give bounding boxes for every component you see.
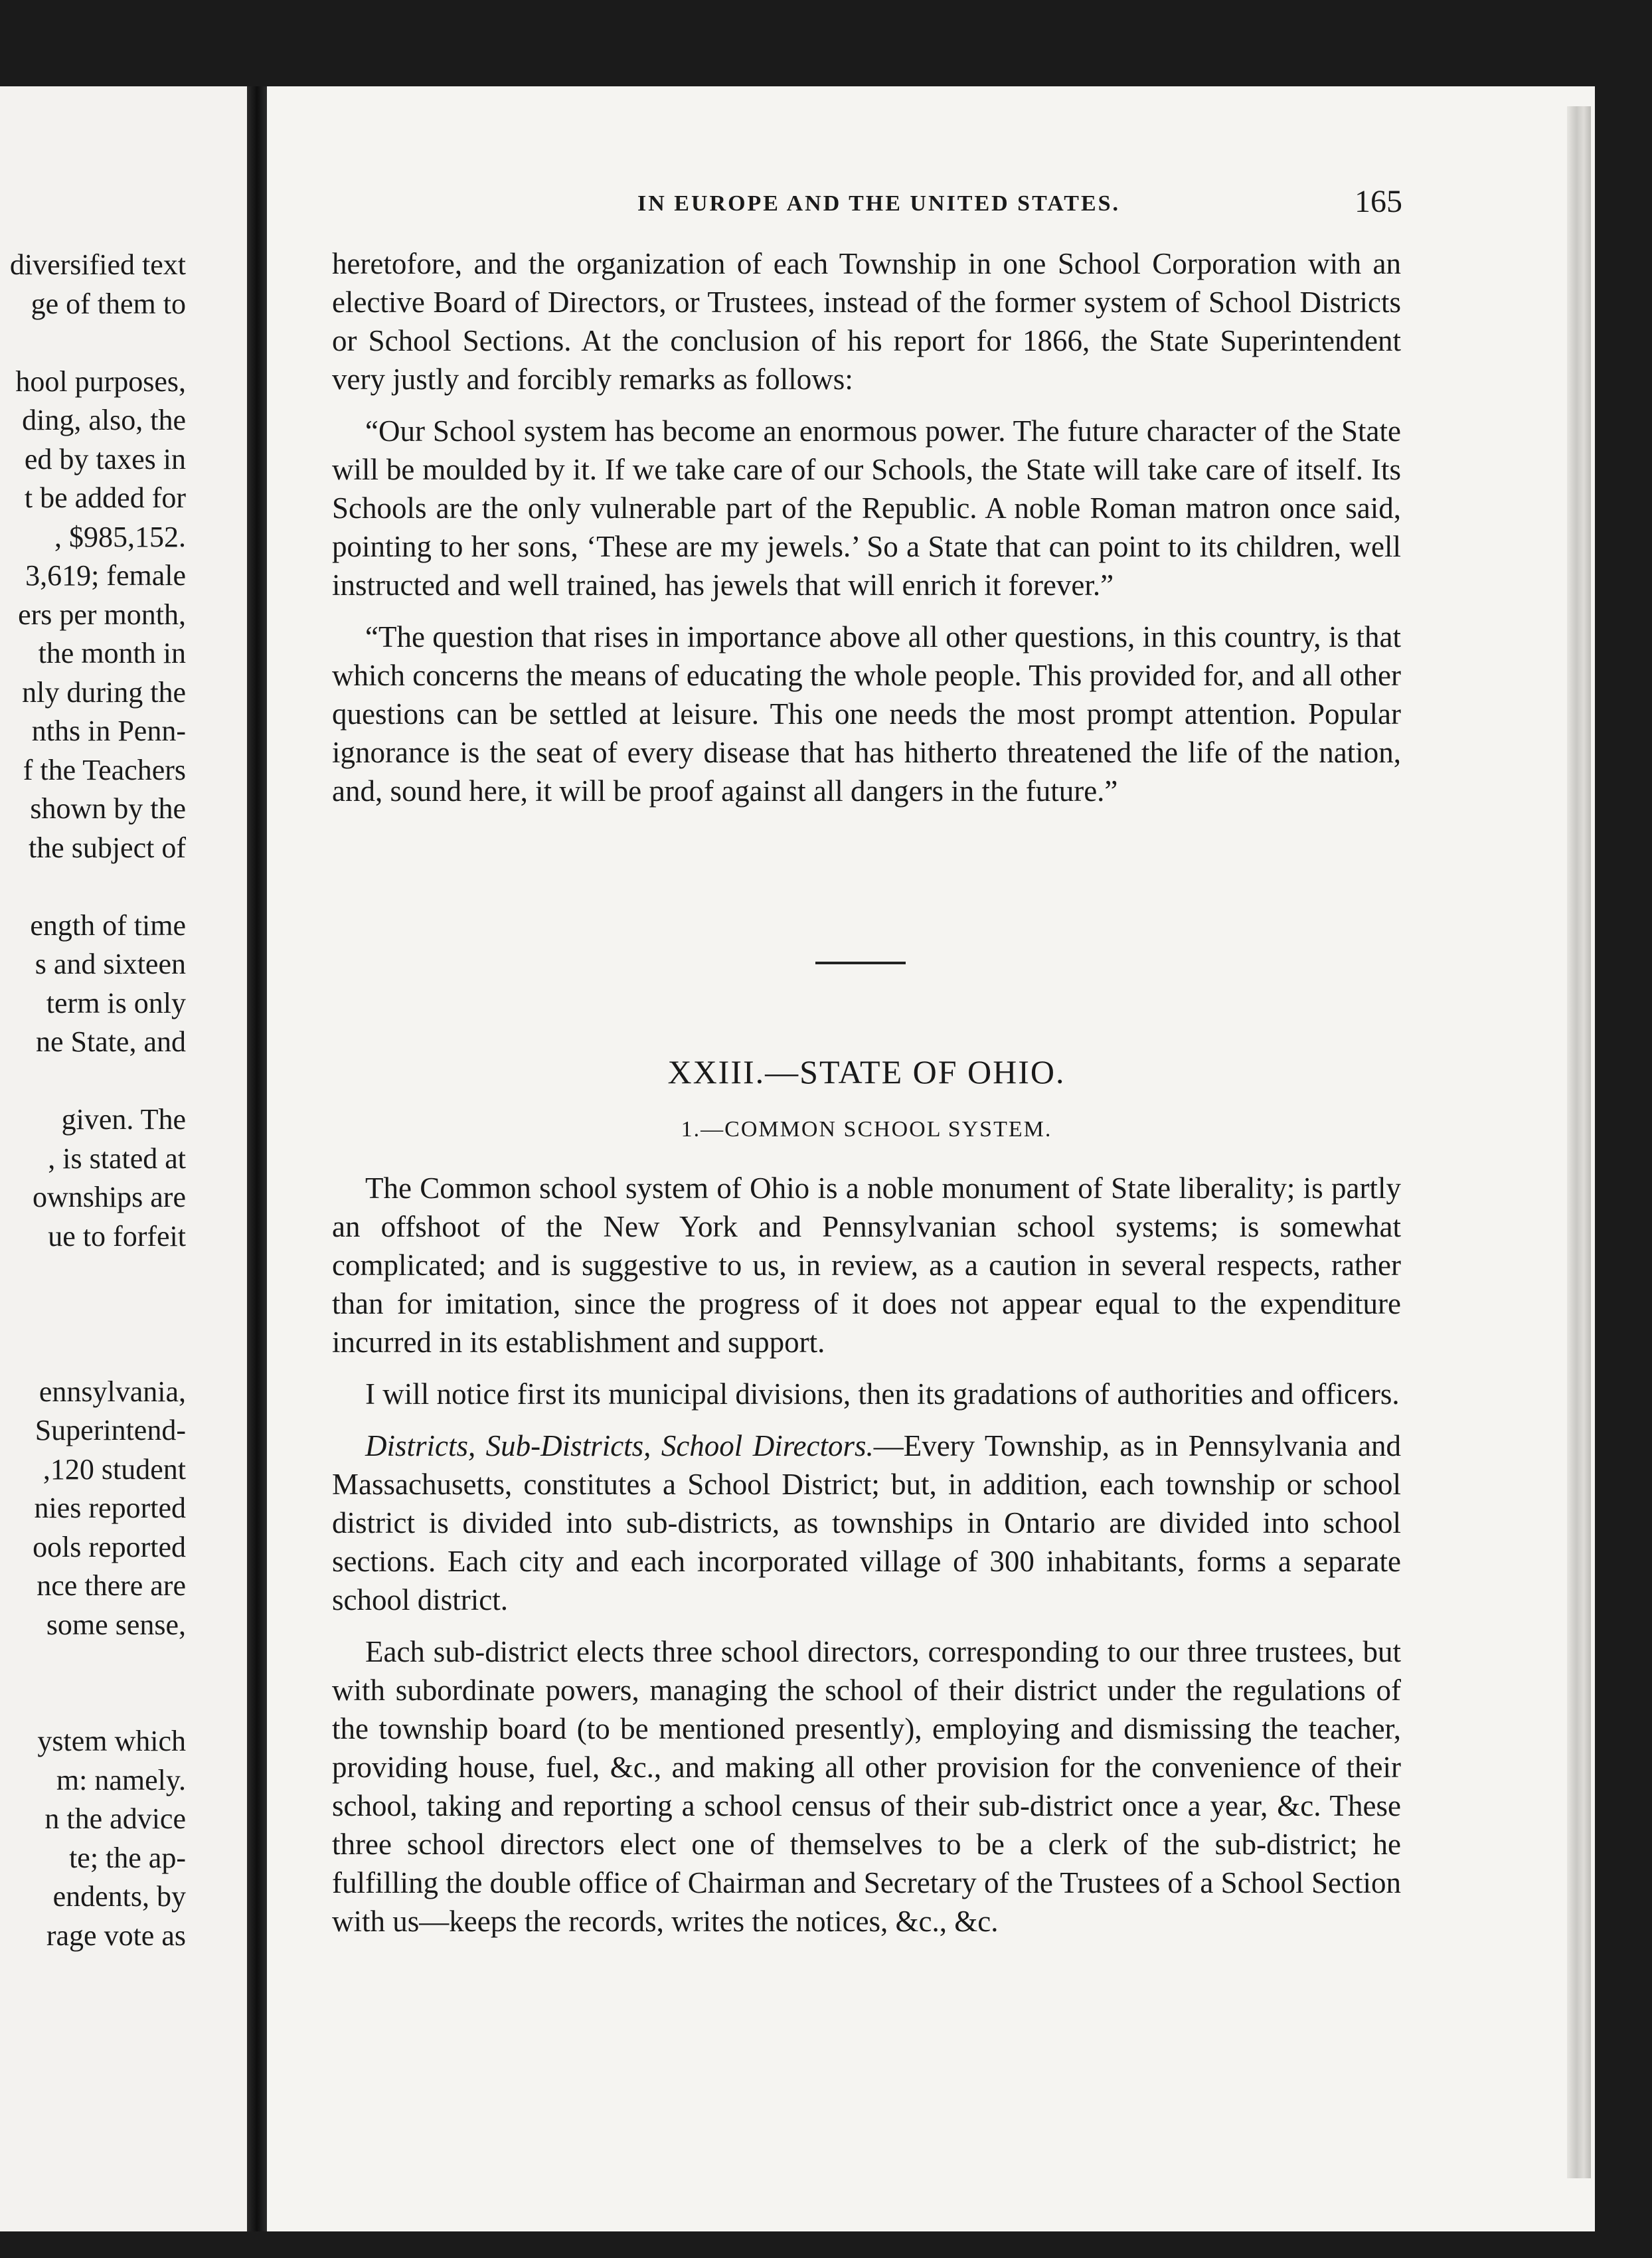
page-number: 165 (1355, 184, 1402, 219)
paragraph-text: —Every Township, as in Pennsylvania and Massachusetts, constitutes a School District; but, in addition, each township or school district is divided into sub-districts, as townships in Ontario are divided into school sections. Each city and each incorporated village of 300 inhabitants, forms a separate school district. (332, 1429, 1402, 1616)
left-page-line: term is only (46, 986, 186, 1019)
left-page-line: n the advice (44, 1802, 186, 1835)
left-page-line: ength of time (30, 909, 186, 942)
left-page-line: , $985,152. (54, 520, 186, 553)
chapter-title: XXIII.—STATE OF OHIO. (667, 1053, 1066, 1090)
left-page-line: 3,619; female (25, 559, 186, 592)
left-page-line: te; the ap- (69, 1841, 186, 1874)
left-page-line: m: namely. (56, 1763, 186, 1796)
left-page-line: rage vote as (46, 1919, 186, 1952)
page-edge (1567, 106, 1591, 2178)
body-text (332, 1169, 1401, 1954)
left-page-line: ue to forfeit (48, 1219, 186, 1253)
left-page-line: the subject of (28, 831, 186, 864)
left-page-line: given. The (61, 1103, 186, 1136)
left-page-line: s and sixteen (35, 948, 186, 980)
left-page-line: ne State, and (35, 1025, 186, 1058)
left-page-line: hool purposes, (15, 365, 186, 398)
left-page-line: t be added for (24, 481, 186, 514)
left-page-line: diversified text (9, 248, 186, 281)
left-page-line: Superintend- (35, 1414, 186, 1446)
paragraph: heretofore, and the organization of each Township in one School Corporation with an elective Board of Directors, or Trustees, instead of the former system of School Districts or School Sections. At the conclusion of his report for 1866, the State Superintendent very justly and forcibly remarks as follows: (332, 247, 1401, 396)
left-page-line: nths in Penn- (31, 715, 186, 747)
left-page (0, 86, 260, 2231)
paragraph-heading: Districts, Sub-Districts, School Directors. (365, 1429, 874, 1462)
left-page-line: nies reported (34, 1492, 186, 1524)
paragraph: The Common school system of Ohio is a noble monument of State liberality; is partly an offshoot of the New York and Pennsylvanian school systems; is somewhat complicated; and is suggestive to us, in review, as a caution in several respects, rather than for imitation, since the progress of it does not appear equal to the expenditure incurred in its establishment and support. (332, 1172, 1401, 1359)
left-page-line: ding, also, the (22, 404, 186, 436)
section-title: 1.—COMMON SCHOOL SYSTEM. (681, 1117, 1052, 1142)
quote-paragraph: “The question that rises in importance above all other questions, in this country, is that which concerns the means of educating the whole people. This provided for, and all other questions can be settled at leisure. This one needs the most prompt attention. Popular ignorance is the seat of every disease that has hitherto threatened the life of the nation, and, sound here, it will be proof against all dangers in the future.” (332, 620, 1401, 808)
left-page-line: ,120 student (42, 1452, 186, 1486)
left-page-line: ed by taxes in (24, 442, 186, 476)
section-divider (815, 962, 906, 964)
left-page-line: endents, by (52, 1880, 186, 1913)
left-page-line: ownships are (33, 1181, 186, 1213)
left-page-line: ers per month, (18, 598, 186, 631)
left-page-line: nce there are (37, 1569, 186, 1602)
left-page-line: f the Teachers (23, 753, 186, 786)
left-page-line: ystem which (37, 1725, 186, 1757)
left-page-line: ge of them to (31, 287, 186, 320)
running-head: IN EUROPE AND THE UNITED STATES. (637, 191, 1121, 216)
paragraph: I will notice first its municipal divisions, then its gradations of authorities and officers. (365, 1377, 1400, 1411)
left-page-line: , is stated at (48, 1142, 186, 1175)
quote-paragraph: “Our School system has become an enormous power. The future character of the State will be moulded by it. If we take care of our Schools, the State will take care of itself. Its Schools are the only vulnerable part of the Republic. A noble Roman matron once said, pointing to her sons, ‘These are my jewels.’ So a State that can point to its children, well instructed and well trained, has jewels that will enrich it forever.” (332, 414, 1401, 602)
left-page-line: ennsylvania, (39, 1375, 186, 1408)
left-page-line: nly during the (22, 675, 186, 709)
left-page-line: ools reported (33, 1530, 186, 1563)
left-page-line: shown by the (30, 792, 186, 825)
book-gutter (247, 86, 267, 2231)
left-page-line: some sense, (46, 1608, 186, 1641)
paragraph (332, 1427, 1401, 1619)
paragraph: Each sub-district elects three school directors, corresponding to our three trustees, but with subordinate powers, managing the school of their district under the regulations of the township board (to be mentioned presently), employing and dismissing the teacher, providing house, fuel, &c., and making all other provision for the convenience of their school, taking and reporting a school census of their sub-district once a year, &c. These three school directors elect one of themselves to be a clerk of the sub-district; he fulfilling the double office of Chairman and Secretary of the Trustees of a School Section with us—keeps the records, writes the notices, &c., &c. (332, 1635, 1401, 1938)
left-page-line: the month in (38, 637, 186, 669)
top-text (332, 244, 1401, 824)
